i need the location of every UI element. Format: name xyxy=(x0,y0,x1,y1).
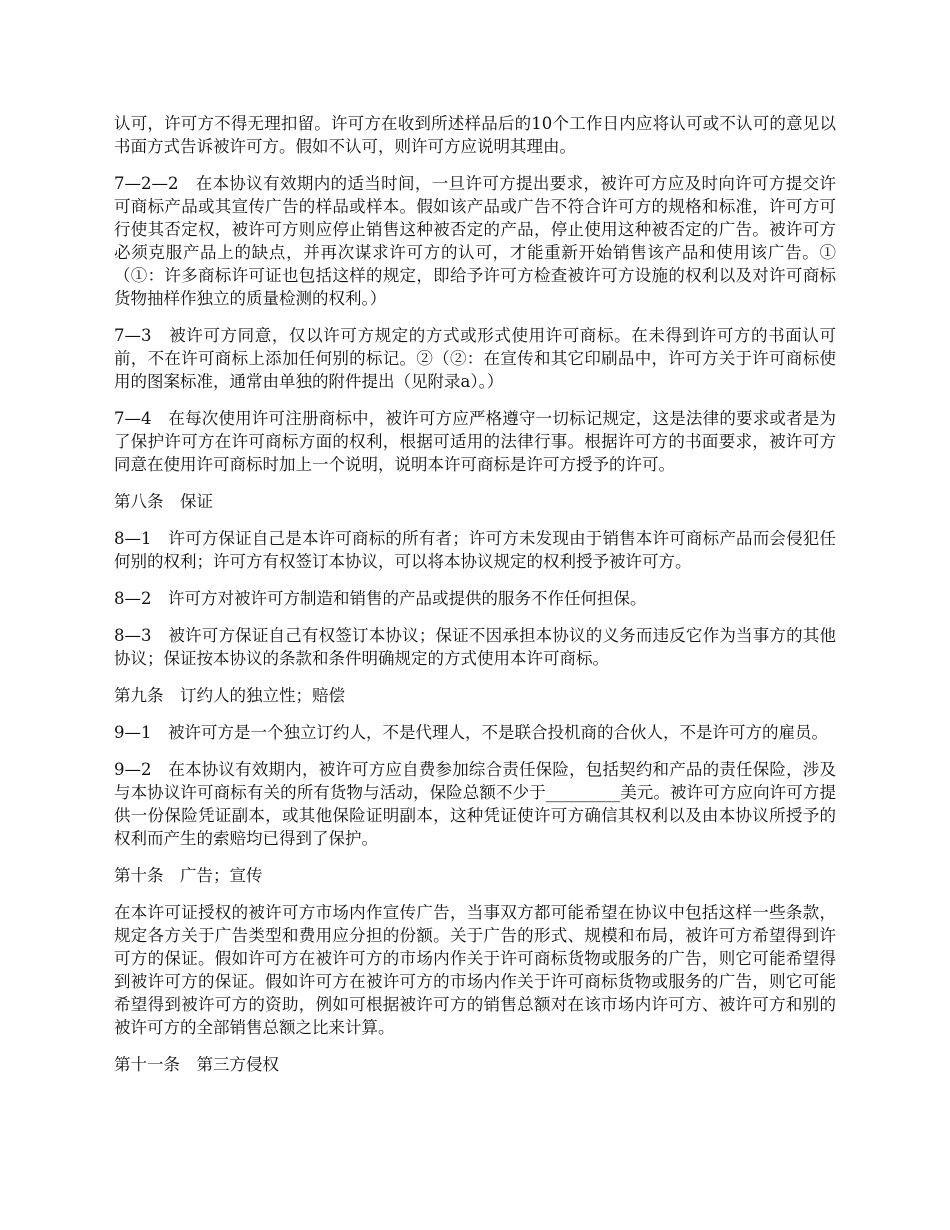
paragraph-8-2: 8—2 许可方对被许可方制造和销售的产品或提供的服务不作任何担保。 xyxy=(114,589,647,608)
article-10-heading: 第十条 广告；宣传 xyxy=(114,866,263,885)
paragraph-7-3: 7—3 被许可方同意，仅以许可方规定的方式或形式使用许可商标。在未得到许可方的书面认可前，不在许可商标上添加任何别的标记。②（②：在宣传和其它印刷品中，许可方关于许可商标使用的图案标准，通常由单独的附件提出（见附录a）。） xyxy=(114,326,836,391)
paragraph-7-4: 7—4 在每次使用许可注册商标中，被许可方应严格遵守一切标记规定，这是法律的要求或者是为了保护许可方在许可商标方面的权利，根据可适用的法律行事。根据许可方的书面要求，被许可方同意在使用许可商标时加上一个说明，说明本许可商标是许可方授予的许可。 xyxy=(114,409,836,474)
paragraph-7-2-2: 7—2—2 在本协议有效期内的适当时间，一旦许可方提出要求，被许可方应及时向许可方提交许可商标产品或其宣传广告的样品或样本。假如该产品或广告不符合许可方的规格和标准，许可方可行使其否定权，被许可方则应停止销售这种被否定的产品，停止使用这种被否定的广告。被许可方必须克服产品上的缺点，并再次谋求许可方的认可，才能重新开始销售该产品和使用该广告。①（①：许多商标许可证也包括这样的规定，即给予许可方检查被许可方设施的权利以及对许可商标货物抽样作独立的质量检测的权利。） xyxy=(114,174,836,308)
paragraph-8-1: 8—1 许可方保证自己是本许可商标的所有者；许可方未发现由于销售本许可商标产品而会侵犯任何别的权利；许可方有权签订本协议，可以将本协议规定的权利授予被许可方。 xyxy=(114,529,836,571)
paragraph-9-1: 9—1 被许可方是一个独立订约人，不是代理人，不是联合投机商的合伙人，不是许可方的雇员。 xyxy=(114,723,828,742)
paragraph-advertising: 在本许可证授权的被许可方市场内作宣传广告，当事双方都可能希望在协议中包括这样一些条款，规定各方关于广告类型和费用应分担的份额。关于广告的形式、规模和布局，被许可方希望得到许可方的保证。假如许可方在被许可方的市场内作关于许可商标货物或服务的广告，则它可能希望得到被许可方的保证。假如许可方在被许可方的市场内作关于许可商标货物或服务的广告，则它可能希望得到被许可方的资助，例如可根据被许可方的销售总额对在该市场内许可方、被许可方和别的被许可方的全部销售总额之比来计算。 xyxy=(114,903,836,1037)
article-9-heading: 第九条 订约人的独立性；赔偿 xyxy=(114,686,345,705)
article-8-heading: 第八条 保证 xyxy=(114,492,213,511)
paragraph-9-2: 9—2 在本协议有效期内，被许可方应自费参加综合责任保险，包括契约和产品的责任保险，涉及与本协议许可商标有关的所有货物与活动，保险总额不少于_________美元。被许可方应向许可方提供一份保险凭证副本，或其他保险证明副本，这种凭证使许可方确信其权利以及由本协议所授予的权利而产生的索赔均已得到了保护。 xyxy=(114,760,836,848)
document-page xyxy=(114,112,836,1090)
paragraph-approval-response: 认可，许可方不得无理扣留。许可方在收到所述样品后的10个工作日内应将认可或不认可的意见以书面方式告诉被许可方。假如不认可，则许可方应说明其理由。 xyxy=(114,114,836,156)
paragraph-8-3: 8—3 被许可方保证自己有权签订本协议；保证不因承担本协议的义务而违反它作为当事方的其他协议；保证按本协议的条款和条件明确规定的方式使用本许可商标。 xyxy=(114,626,836,668)
article-11-heading: 第十一条 第三方侵权 xyxy=(114,1055,279,1074)
